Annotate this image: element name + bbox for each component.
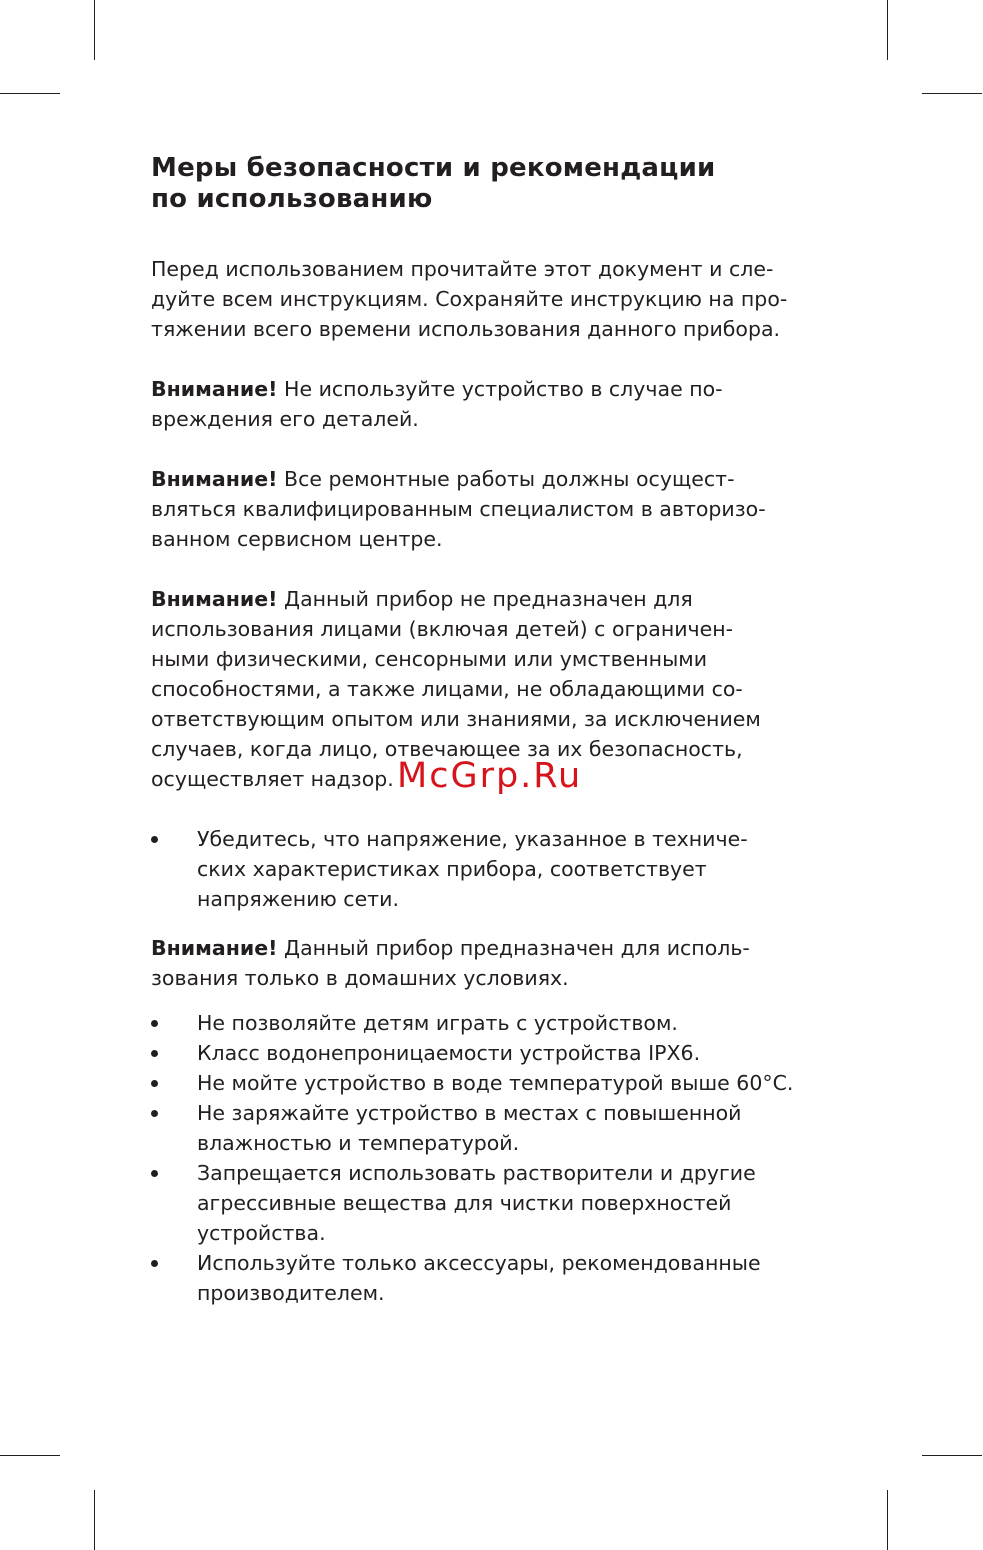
- intro-line: тяжении всего времени использования данного прибора.: [151, 317, 781, 341]
- crop-mark-bottom-right-horizontal: [922, 1455, 982, 1456]
- title-line: по использованию: [151, 184, 433, 214]
- page-title: [151, 153, 851, 215]
- document-content: [151, 153, 851, 1308]
- warning-line: вреждения его деталей.: [151, 407, 419, 431]
- bullet-dot-icon: [151, 1110, 158, 1117]
- warning-line: ными физическими, сенсорными или умственными: [151, 647, 708, 671]
- crop-mark-bottom-left-vertical: [94, 1490, 95, 1550]
- warning-text: Все ремонтные работы должны осущест-: [277, 467, 735, 491]
- crop-mark-bottom-right-vertical: [887, 1490, 888, 1550]
- bullet-dot-icon: [151, 1260, 158, 1267]
- title-line: Меры безопасности и рекомендации: [151, 153, 716, 183]
- intro-line: Перед использованием прочитайте этот документ и сле-: [151, 257, 774, 281]
- intro-paragraph: [151, 254, 851, 344]
- warning-label: Внимание!: [151, 936, 278, 960]
- bullet-list-2: [151, 1008, 851, 1308]
- crop-mark-bottom-left-horizontal: [0, 1455, 60, 1456]
- list-item: Не заряжайте устройство в местах с повышенной влажностью и температурой.: [151, 1098, 851, 1158]
- warning-line: вляться квалифицированным специалистом в авторизо-: [151, 497, 766, 521]
- intro-line: дуйте всем инструкциям. Сохраняйте инструкцию на про-: [151, 287, 788, 311]
- warning-line: осуществляет надзор.: [151, 767, 394, 791]
- warning-line: ванном сервисном центре.: [151, 527, 443, 551]
- bullet-dot-icon: [151, 1050, 158, 1057]
- warning-paragraph-4: [151, 933, 851, 993]
- list-item: Не позволяйте детям играть с устройством.: [151, 1008, 851, 1038]
- crop-mark-top-right-vertical: [887, 0, 888, 60]
- warning-label: Внимание!: [151, 587, 278, 611]
- crop-mark-top-right-horizontal: [922, 93, 982, 94]
- bullet-dot-icon: [151, 1020, 158, 1027]
- bullet-dot-icon: [151, 836, 158, 843]
- list-item: Не мойте устройство в воде температурой выше 60°C.: [151, 1068, 851, 1098]
- warning-line: ответствующим опытом или знаниями, за исключением: [151, 707, 761, 731]
- warning-text: Данный прибор не предназначен для: [277, 587, 693, 611]
- list-item: Запрещается использовать растворители и другие агрессивные вещества для чистки поверхностей устройства.: [151, 1158, 851, 1248]
- list-item: Убедитесь, что напряжение, указанное в техниче- ских характеристиках прибора, соответствует напряжению сети.: [151, 824, 851, 914]
- warning-text: Данный прибор предназначен для исполь-: [277, 936, 750, 960]
- watermark: McGrp.Ru: [397, 756, 583, 796]
- warning-line: способностями, а также лицами, не обладающими со-: [151, 677, 743, 701]
- list-item: Класс водонепроницаемости устройства IPX6.: [151, 1038, 851, 1068]
- list-item: Используйте только аксессуары, рекомендованные производителем.: [151, 1248, 851, 1308]
- warning-label: Внимание!: [151, 377, 278, 401]
- crop-mark-top-left-horizontal: [0, 93, 60, 94]
- warning-line: случаев, когда лицо, отвечающее за их безопасность,: [151, 737, 743, 761]
- warning-line: зования только в домашних условиях.: [151, 966, 569, 990]
- warning-label: Внимание!: [151, 467, 278, 491]
- warning-paragraph-1: [151, 374, 851, 434]
- warning-text: Не используйте устройство в случае по-: [277, 377, 723, 401]
- warning-line: использования лицами (включая детей) с ограничен-: [151, 617, 734, 641]
- bullet-dot-icon: [151, 1080, 158, 1087]
- bullet-list-1: [151, 824, 851, 914]
- bullet-dot-icon: [151, 1170, 158, 1177]
- warning-paragraph-2: [151, 464, 851, 554]
- crop-mark-top-left-vertical: [94, 0, 95, 60]
